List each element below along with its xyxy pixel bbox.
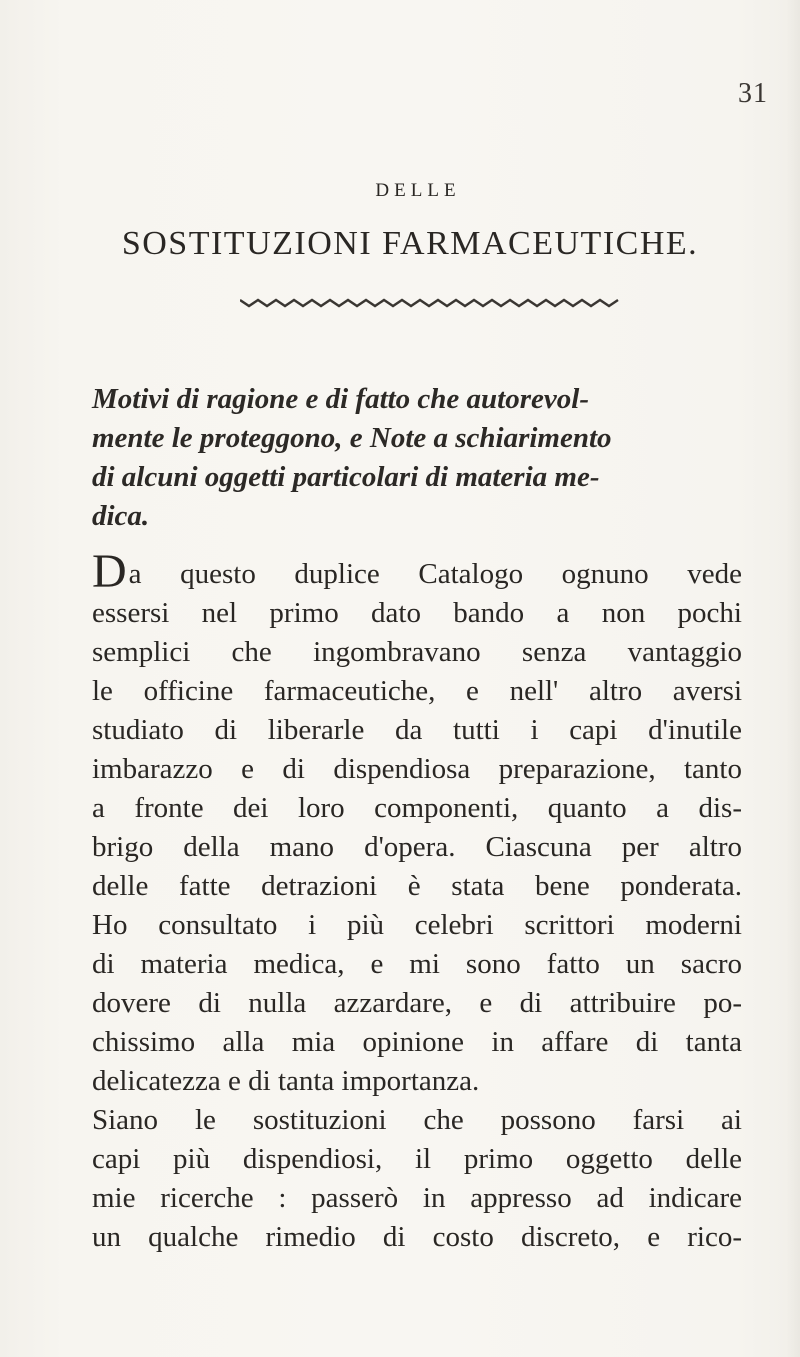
heading-delle: DELLE [375,180,461,201]
section-subtitle: Motivi di ragione e di fatto che autorevol- mente le proteggono, e Note a schiarimento di alcuni oggetti particolari di materia me- dica. [92,383,612,532]
body-line: imbarazzo e di dispendiosa preparazione, tanto [92,753,742,785]
body-paragraphs [92,545,742,1257]
body-line: studiato di liberarle da tutti i capi d'inutile [92,714,742,746]
body-line: delle fatte detrazioni è stata bene ponderata. [92,870,742,902]
page-edge-shadow [786,0,800,1357]
body-line-first-text: a questo duplice Catalogo ognuno vede [128,558,742,590]
body-line: mie ricerche : passerò in appresso ad indicare [92,1182,742,1214]
body-line: Siano le sostituzioni che possono farsi ai [92,1104,742,1136]
body-line: un qualche rimedio di costo discreto, e rico- [92,1221,742,1253]
body-line: Ho consultato i più celebri scrittori moderni [92,909,742,941]
body-line: essersi nel primo dato bando a non pochi [92,597,742,629]
body-line-first [92,545,742,598]
drop-cap: D [92,545,127,598]
body-line: di materia medica, e mi sono fatto un sacro [92,948,742,980]
page-number: 31 [738,78,768,109]
body-line: a fronte dei loro componenti, quanto a dis- [92,792,742,824]
body-line: dovere di nulla azzardare, e di attribuire po- [92,987,742,1019]
body-line: semplici che ingombravano senza vantaggio [92,636,742,668]
heading-title: SOSTITUZIONI FARMACEUTICHE. [121,225,699,262]
ornament-rule [240,296,620,310]
body-line: delicatezza e di tanta importanza. [92,1065,480,1097]
body-line: capi più dispendiosi, il primo oggetto delle [92,1143,742,1175]
body-line: chissimo alla mia opinione in affare di tanta [92,1026,742,1058]
body-line: le officine farmaceutiche, e nell' altro aversi [92,675,742,707]
body-line: brigo della mano d'opera. Ciascuna per altro [92,831,742,863]
